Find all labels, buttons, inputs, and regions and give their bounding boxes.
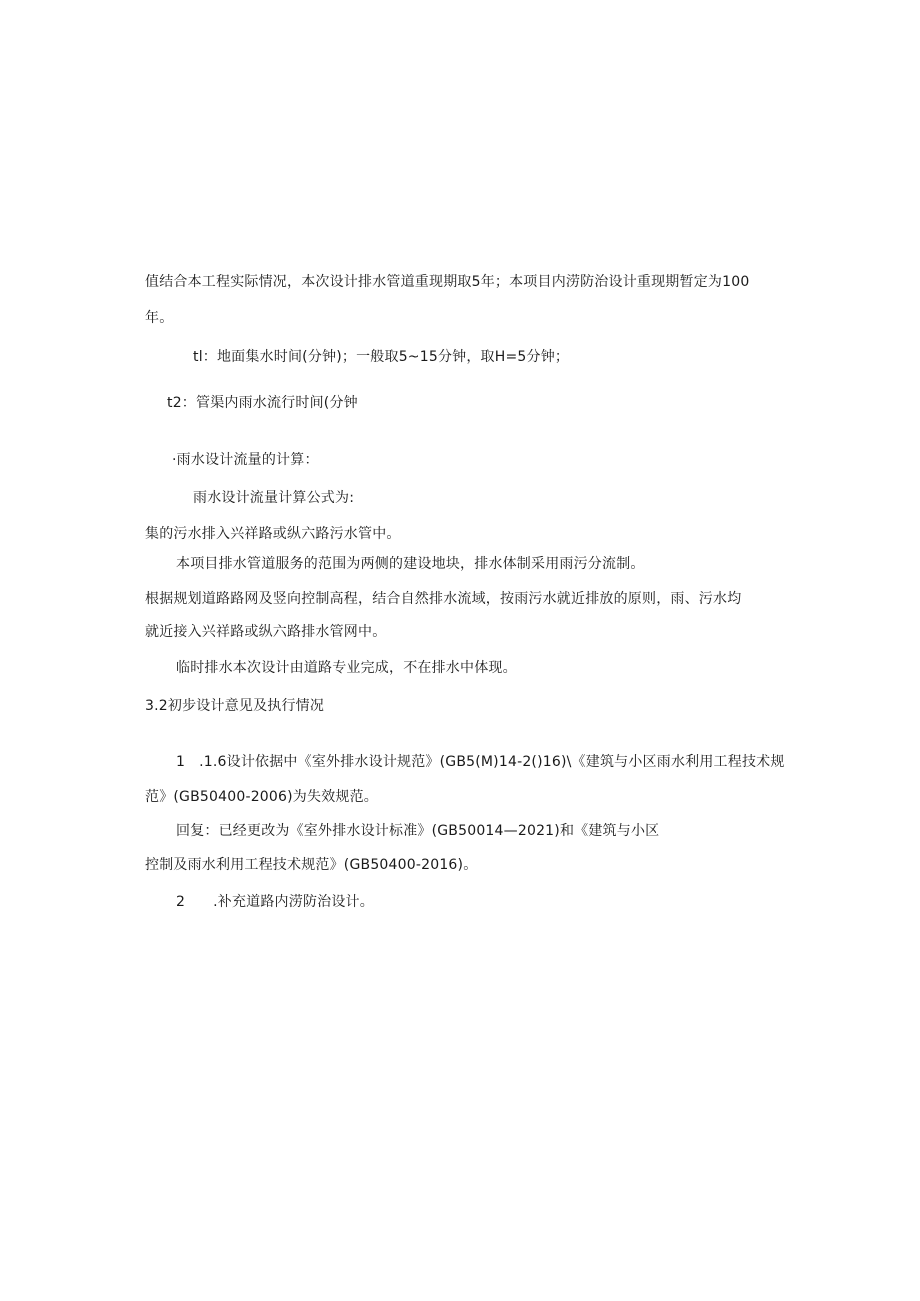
reply-line: 回复：已经更改为《室外排水设计标准》(GB50014—2021)和《建筑与小区: [176, 823, 660, 839]
formula-variable-t1: tl：地面集水时间(分钟)；一般取5~15分钟，取H=5分钟；: [193, 349, 570, 365]
list-item-text: .补充道路内涝防治设计。: [213, 894, 374, 910]
list-item-number: 1: [176, 754, 186, 770]
paragraph-line: 集的污水排入兴祥路或纵六路污水管中。: [145, 526, 401, 542]
paragraph-line: 就近接入兴祥路或纵六路排水管网中。: [145, 624, 387, 640]
formula-intro: 雨水设计流量计算公式为:: [193, 490, 355, 506]
list-item-text: .1.6设计依据中《室外排水设计规范》(GB5(M)14-2()16)\《建筑与小区雨水利用工程技术规: [199, 754, 785, 770]
paragraph-line: 临时排水本次设计由道路专业完成，不在排水中体现。: [176, 660, 517, 676]
paragraph-line: 根据规划道路路网及竖向控制高程，结合自然排水流域，按雨污水就近排放的原则，雨、污水均: [145, 591, 742, 607]
section-bullet-heading: ·雨水设计流量的计算：: [172, 452, 319, 468]
formula-variable-t2: t2：管渠内雨水流行时间(分钟: [167, 395, 358, 411]
paragraph-line: 值结合本工程实际情况，本次设计排水管道重现期取5年；本项目内涝防治设计重现期暂定为100: [145, 274, 750, 290]
section-heading: 3.2初步设计意见及执行情况: [145, 698, 325, 714]
list-item-2: [176, 892, 374, 912]
list-item-1-continuation: 范》(GB50400-2006)为失效规范。: [145, 789, 378, 805]
list-item-1: [176, 752, 785, 772]
list-item-number: 2: [176, 894, 186, 910]
paragraph-line: 年。: [145, 310, 174, 326]
paragraph-line: 本项目排水管道服务的范围为两侧的建设地块，排水体制采用雨污分流制。: [176, 556, 645, 572]
reply-line-continuation: 控制及雨水利用工程技术规范》(GB50400-2016)。: [145, 857, 478, 873]
